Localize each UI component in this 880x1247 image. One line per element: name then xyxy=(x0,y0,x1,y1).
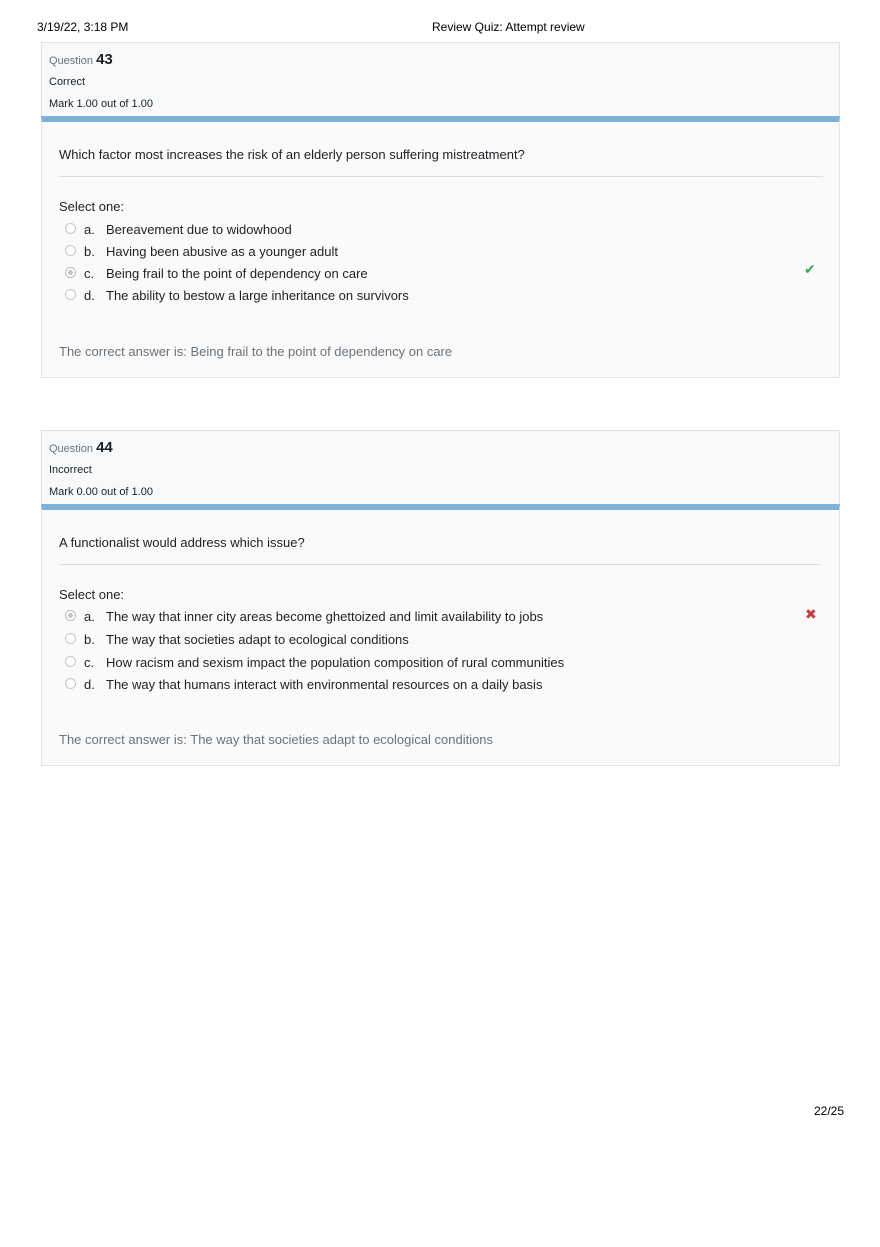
option-text: The way that humans interact with environmental resources on a daily basis xyxy=(106,677,543,692)
question-text: Which factor most increases the risk of an elderly person suffering mistreatment? xyxy=(59,147,525,162)
question-label: Question xyxy=(49,55,94,67)
question-label: Question xyxy=(49,443,94,455)
question-state: Correct xyxy=(49,76,86,88)
option-letter: d. xyxy=(84,677,95,692)
question-43 xyxy=(41,42,840,378)
option-text: How racism and sexism impact the population composition of rural communities xyxy=(106,655,565,670)
option-letter: a. xyxy=(84,222,95,237)
option-letter: b. xyxy=(84,632,95,647)
question-text: A functionalist would address which issue? xyxy=(59,535,305,550)
divider xyxy=(59,564,819,565)
print-title: Review Quiz: Attempt review xyxy=(432,20,585,34)
radio-unselected-icon[interactable] xyxy=(65,245,76,256)
radio-selected-icon[interactable] xyxy=(65,610,76,621)
question-number: 44 xyxy=(96,439,113,456)
check-icon: ✔ xyxy=(804,261,816,277)
page-number: 22/25 xyxy=(814,1104,845,1118)
radio-unselected-icon[interactable] xyxy=(65,678,76,689)
correct-answer-feedback: The correct answer is: Being frail to the point of dependency on care xyxy=(59,344,453,359)
question-44 xyxy=(41,430,840,766)
radio-unselected-icon[interactable] xyxy=(65,633,76,644)
correct-answer-feedback: The correct answer is: The way that societies adapt to ecological conditions xyxy=(59,732,494,747)
question-grade: Mark 0.00 out of 1.00 xyxy=(49,486,153,498)
question-state: Incorrect xyxy=(49,464,92,476)
radio-unselected-icon[interactable] xyxy=(65,656,76,667)
radio-unselected-icon[interactable] xyxy=(65,223,76,234)
print-date: 3/19/22, 3:18 PM xyxy=(37,20,129,34)
option-letter: c. xyxy=(84,655,95,670)
divider xyxy=(59,176,823,177)
print-header xyxy=(0,20,880,38)
option-text: Being frail to the point of dependency on care xyxy=(106,266,368,281)
option-letter: b. xyxy=(84,244,95,259)
radio-selected-icon[interactable] xyxy=(65,267,76,278)
question-content xyxy=(41,504,840,766)
option-text: The ability to bestow a large inheritance on survivors xyxy=(106,288,409,303)
cross-icon: ✖ xyxy=(805,606,817,622)
option-text: Having been abusive as a younger adult xyxy=(106,244,338,259)
question-info xyxy=(41,430,840,504)
answer-prompt: Select one: xyxy=(59,587,125,602)
option-letter: c. xyxy=(84,266,95,281)
question-content xyxy=(41,116,840,378)
question-grade: Mark 1.00 out of 1.00 xyxy=(49,98,153,110)
question-info xyxy=(41,42,840,116)
option-text: The way that societies adapt to ecological conditions xyxy=(106,632,409,647)
answer-prompt: Select one: xyxy=(59,199,125,214)
question-number: 43 xyxy=(96,51,113,68)
option-text: The way that inner city areas become ghettoized and limit availability to jobs xyxy=(106,609,544,624)
radio-unselected-icon[interactable] xyxy=(65,289,76,300)
option-text: Bereavement due to widowhood xyxy=(106,222,292,237)
option-letter: a. xyxy=(84,609,95,624)
option-letter: d. xyxy=(84,288,95,303)
